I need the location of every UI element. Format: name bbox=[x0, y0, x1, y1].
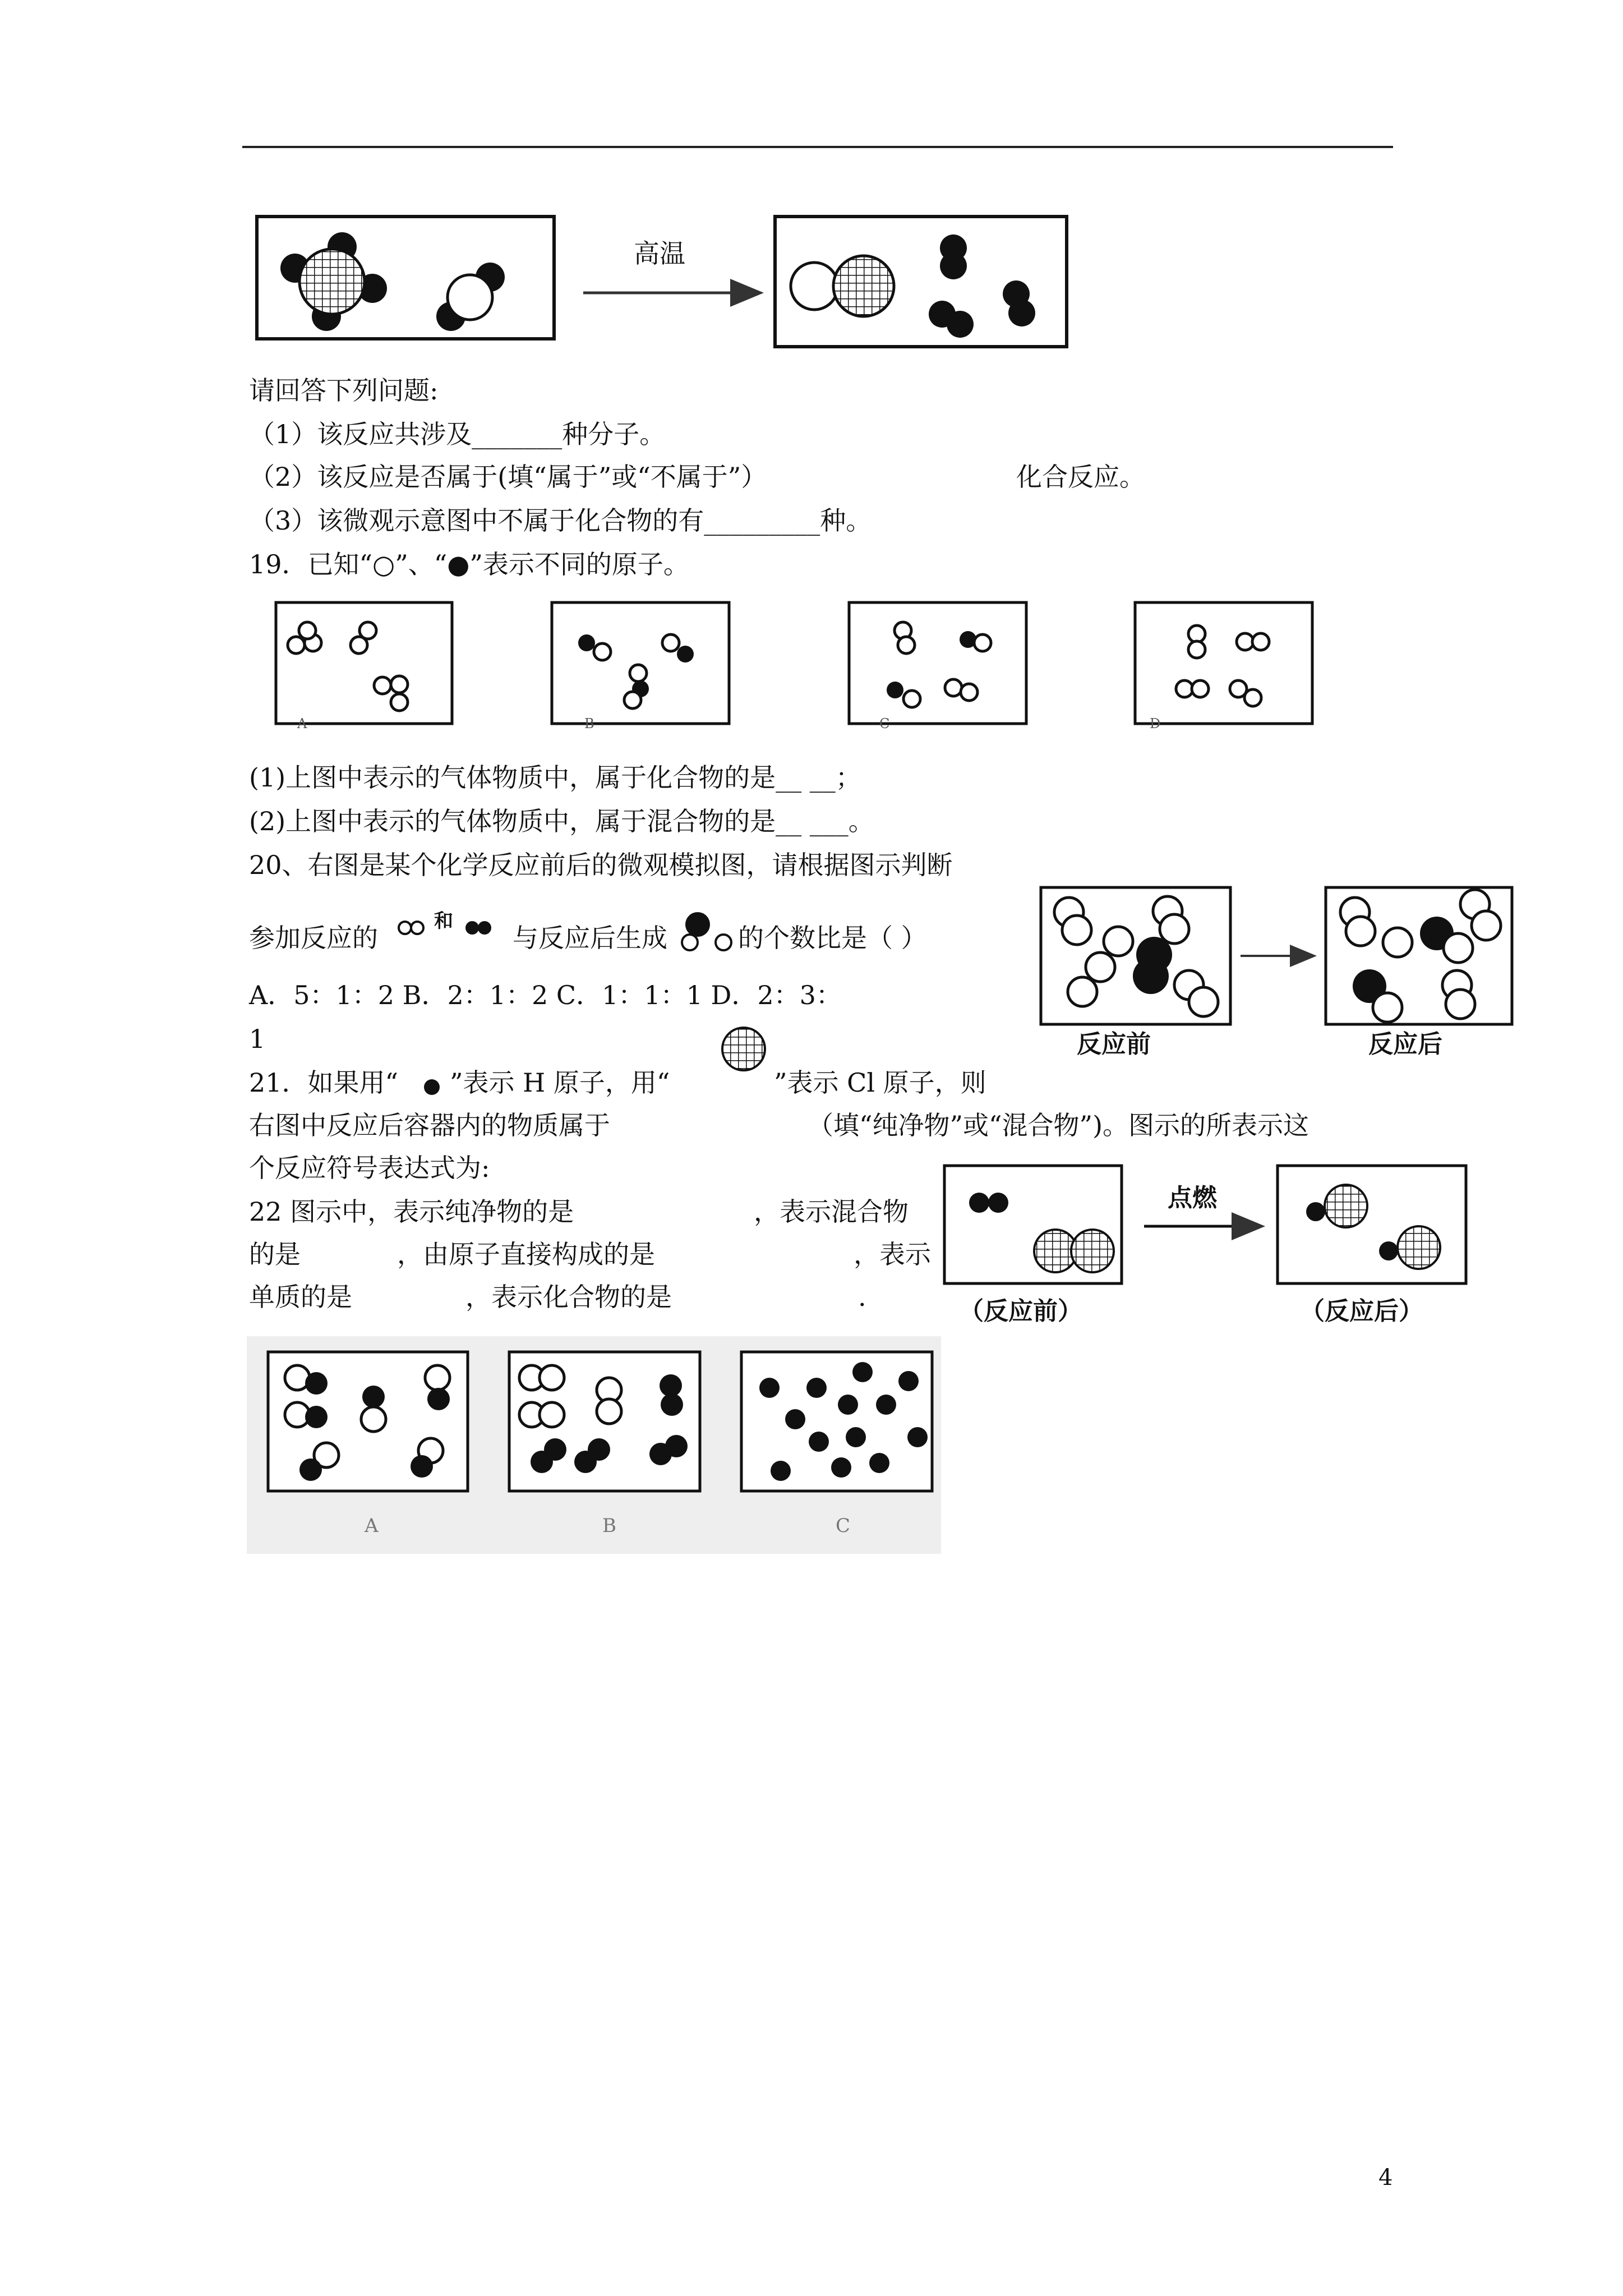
q20-options: A．5：1：2 B．2：1：2 C．1：1：1 D．2：3： bbox=[249, 980, 842, 1010]
q22-line2-c: ，表示 bbox=[854, 1239, 931, 1269]
q19-label-a: A bbox=[297, 716, 307, 731]
q20-line2-b: 与反应后生成 bbox=[513, 923, 667, 953]
q21-after-label: （反应后） bbox=[1300, 1297, 1423, 1326]
q19-item-2: (2)上图中表示的气体物质中，属于混合物的是__ ___。 bbox=[249, 806, 874, 836]
q20-line2-and: 和 bbox=[434, 910, 453, 932]
q19-label-c: C bbox=[879, 716, 890, 731]
q21-line2-a: 右图中反应后容器内的物质属于 bbox=[249, 1110, 610, 1140]
q21-line1-b: ”表示 H 原子，用“ bbox=[450, 1068, 670, 1098]
q18-item-1: （1）该反应共涉及_______种分子。 bbox=[249, 419, 666, 449]
q19-diagram-d bbox=[1135, 602, 1312, 724]
q19-diagram-b bbox=[552, 602, 729, 724]
q20-inline-black-molecule-icon bbox=[465, 921, 491, 935]
q18-diagram bbox=[257, 217, 1067, 347]
q21-arrow-label: 点燃 bbox=[1168, 1184, 1217, 1212]
q18-item-2-tail: 化合反应。 bbox=[1016, 462, 1145, 492]
q20-after-label: 反应后 bbox=[1368, 1030, 1442, 1059]
q21-line3: 个反应符号表达式为: bbox=[249, 1153, 490, 1183]
q21-line1-c: ”表示 Cl 原子，则 bbox=[774, 1068, 986, 1098]
q19-label-b: B bbox=[584, 716, 594, 731]
q21-line1-a: 21．如果用“ bbox=[249, 1068, 399, 1098]
q20-diagram bbox=[1041, 887, 1512, 1024]
q22-line1-b: ，表示混合物 bbox=[754, 1197, 909, 1227]
q18-prompt: 请回答下列问题: bbox=[249, 375, 439, 406]
q20-inline-white-molecule-icon bbox=[399, 922, 423, 934]
q22-label-a: A bbox=[365, 1515, 379, 1537]
q21-inline-h-atom-icon bbox=[424, 1079, 440, 1095]
q21-line2-b: （填“纯净物”或“混合物”)。图示的所表示这 bbox=[808, 1110, 1310, 1140]
q22-line3-b: ，表示化合物的是 bbox=[465, 1282, 672, 1312]
q19-diagram-a bbox=[276, 602, 452, 724]
q20-before-label: 反应前 bbox=[1077, 1030, 1151, 1059]
page-number: 4 bbox=[1378, 2165, 1393, 2191]
q19-diagram-c bbox=[849, 602, 1026, 724]
q18-arrow-label: 高温 bbox=[634, 238, 685, 269]
q19-stem: 19．已知“○”、“●”表示不同的原子。 bbox=[249, 549, 689, 579]
q22-line2-b: ，由原子直接构成的是 bbox=[397, 1239, 655, 1269]
q21-before-label: （反应前） bbox=[959, 1297, 1082, 1326]
q19-item-1: (1)上图中表示的气体物质中，属于化合物的是__ __； bbox=[249, 762, 861, 793]
q20-line2-a: 参加反应的 bbox=[249, 923, 378, 953]
q22-label-c: C bbox=[836, 1515, 851, 1537]
q18-item-2: （2）该反应是否属于(填“属于”或“不属于”） bbox=[249, 462, 767, 492]
q22-line1-a: 22 图示中，表示纯净物的是 bbox=[249, 1197, 574, 1227]
q22-line3-a: 单质的是 bbox=[249, 1282, 352, 1312]
q20-stem: 20、右图是某个化学反应前后的微观模拟图，请根据图示判断 bbox=[249, 850, 953, 880]
q22-line3-c: . bbox=[858, 1282, 866, 1312]
q19-label-d: D bbox=[1150, 716, 1161, 731]
q20-options-tail: 1 bbox=[249, 1024, 266, 1054]
q22-line2-a: 的是 bbox=[249, 1239, 301, 1269]
q18-item-3: （3）该微观示意图中不属于化合物的有_________种。 bbox=[249, 505, 872, 536]
q20-inline-product-icon bbox=[682, 912, 731, 950]
q20-line2-c: 的个数比是（ ） bbox=[738, 923, 927, 953]
q21-inline-cl-atom-icon bbox=[722, 1028, 765, 1070]
q22-label-b: B bbox=[602, 1515, 616, 1537]
